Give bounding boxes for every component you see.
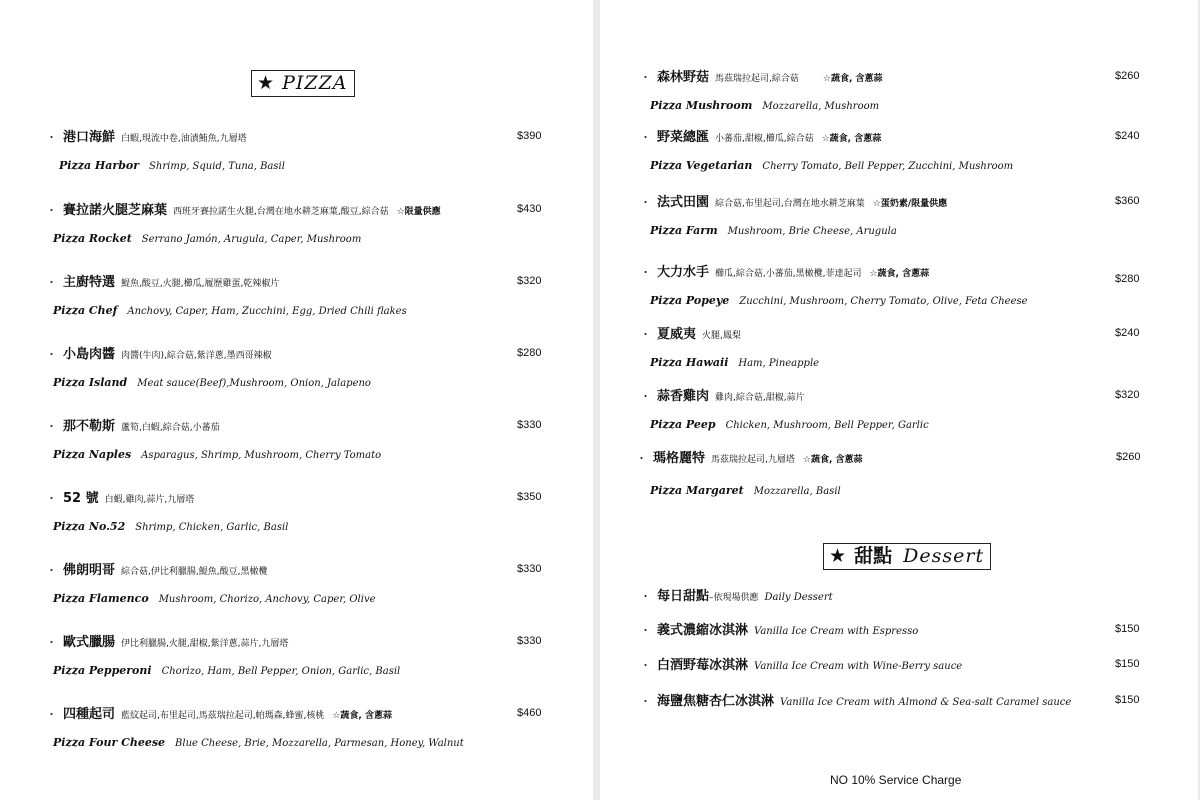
item-zh-name: 港口海鮮 [63,130,116,145]
item-price: $360 [1115,195,1140,207]
item-zh-name: 52 號 [63,491,99,506]
item-price: $240 [1115,130,1140,142]
item-zh-desc: 藍紋起司,布里起司,馬茲瑞拉起司,帕瑪森,蜂蜜,核桃 [121,711,325,721]
item-en-name: Pizza No.52 [53,520,126,533]
item-zh-name: 白酒野莓冰淇淋 [657,658,749,673]
menu-item [600,449,1198,509]
item-en-desc: Shrimp, Chicken, Garlic, Basil [135,522,289,533]
dessert-item [600,587,1198,607]
item-en-name: Pizza Hawaii [650,356,729,369]
item-zh-desc: 雞肉,綜合菇,甜椒,蒜片 [715,393,805,403]
item-zh-desc: –依現場供應 [709,593,759,603]
item-zh-name: 賽拉諾火腿芝麻葉 [63,203,168,218]
item-en-name: Pizza Mushroom [650,99,753,112]
item-note: ☆蔬食, 含蔥蒜 [332,711,392,721]
dessert-heading [823,543,991,570]
item-en-desc: Mozzarella, Mushroom [762,101,880,112]
menu-page-right [600,0,1198,800]
dessert-item [600,692,1198,712]
item-price: $390 [517,130,542,142]
item-en-name: Pizza Farm [650,224,718,237]
menu-item [0,417,593,477]
bullet: ・ [46,131,57,144]
item-en-desc: Vanilla Ice Cream with Wine-Berry sauce [754,661,963,672]
menu-item [600,387,1198,447]
item-en-desc: Blue Cheese, Brie, Mozzarella, Parmesan, Honey, Walnut [175,738,464,749]
item-price: $260 [1116,451,1141,463]
item-en-name: Pizza Four Cheese [53,736,166,749]
item-price: $150 [1115,623,1140,635]
menu-item [600,193,1198,253]
bullet: ・ [46,492,57,505]
item-en-name: Pizza Peep [650,418,716,431]
item-en-name: Pizza Rocket [53,232,132,245]
dessert-item [600,656,1198,676]
bullet: ・ [640,328,651,341]
item-en-name: Pizza Chef [53,304,118,317]
menu-item [0,128,593,188]
item-zh-name: 夏威夷 [657,327,697,342]
item-en-desc: Chorizo, Ham, Bell Pepper, Onion, Garlic, Basil [161,666,401,677]
item-zh-desc: 蘆筍,白蝦,綜合菇,小蕃茄 [121,423,220,433]
item-price: $260 [1115,70,1140,82]
item-zh-desc: 白蝦,雞肉,蒜片,九層塔 [104,495,195,505]
item-zh-name: 歐式臘腸 [63,635,116,650]
item-zh-desc: 白蝦,現流中卷,油漬鮪魚,九層塔 [121,134,247,144]
item-en-desc: Vanilla Ice Cream with Almond & Sea-salt Caramel sauce [780,697,1072,708]
item-price: $330 [517,635,542,647]
menu-item [0,633,593,693]
item-zh-desc: 綜合菇,布里起司,台灣在地水耕芝麻葉 [715,199,865,209]
bullet: ・ [640,590,651,603]
item-en-desc: Anchovy, Caper, Ham, Zucchini, Egg, Dried Chili flakes [127,306,407,317]
item-price: $150 [1115,694,1140,706]
menu-item [600,325,1198,385]
bullet: ・ [46,276,57,289]
item-en-desc: Mushroom, Brie Cheese, Arugula [727,226,897,237]
item-zh-desc: 小蕃茄,甜椒,櫛瓜,綜合菇 [715,134,814,144]
item-zh-desc: 火腿,鳳梨 [702,331,741,341]
menu-item [0,489,593,549]
menu-item [0,273,593,333]
item-en-name: Pizza Vegetarian [650,159,753,172]
item-en-name: Pizza Harbor [59,159,140,172]
item-zh-desc: 肉醬(牛肉),綜合菇,紫洋蔥,墨西哥辣椒 [121,351,272,361]
item-zh-desc: 伊比利臘腸,火腿,甜椒,紫洋蔥,蒜片,九層塔 [121,639,289,649]
item-zh-name: 那不勒斯 [63,419,116,434]
bullet: ・ [640,196,651,209]
item-zh-desc: 鯷魚,酸豆,火腿,櫛瓜,履歷雞蛋,乾辣椒片 [121,279,280,289]
item-en-desc: Zucchini, Mushroom, Cherry Tomato, Olive, Feta Cheese [739,296,1028,307]
item-zh-name: 佛朗明哥 [63,563,116,578]
bullet: ・ [640,131,651,144]
bullet: ・ [46,204,57,217]
service-charge-note: NO 10% Service Charge [830,773,962,787]
item-zh-name: 主廚特選 [63,275,116,290]
item-note: ☆蔬食, 含蔥蒜 [869,269,930,279]
item-zh-name: 野菜總匯 [657,130,710,145]
item-note: ☆蔬食, 含蔥蒜 [822,74,883,84]
item-en-desc: Chicken, Mushroom, Bell Pepper, Garlic [725,420,929,431]
star-icon: ★ [257,72,276,94]
item-zh-name: 瑪格麗特 [653,451,706,466]
bullet: ・ [46,348,57,361]
item-en-desc: Serrano Jamón, Arugula, Caper, Mushroom [141,234,362,245]
item-en-desc: Shrimp, Squid, Tuna, Basil [149,161,285,172]
item-price: $460 [517,707,542,719]
pizza-heading-title: PIZZA [282,72,348,94]
menu-item [600,263,1198,323]
item-zh-desc: 馬茲瑞拉起司,綜合菇 [715,74,799,84]
item-en-name: Pizza Naples [53,448,132,461]
item-note: ☆限量供應 [396,207,441,217]
item-note: ☆蔬食, 含蔥蒜 [802,455,863,465]
item-price: $330 [517,419,542,431]
item-price: $320 [1115,389,1140,401]
item-price: $280 [1115,273,1140,285]
item-en-name: Pizza Popeye [650,294,730,307]
bullet: ・ [640,390,651,403]
item-zh-name: 法式田園 [657,195,710,210]
item-note: ☆蔬食, 含蔥蒜 [821,134,882,144]
item-price: $320 [517,275,542,287]
bullet: ・ [636,452,647,465]
item-en-name: Pizza Margaret [650,484,744,497]
item-en-desc: Vanilla Ice Cream with Espresso [754,626,919,637]
bullet: ・ [640,266,651,279]
item-price: $350 [517,491,542,503]
menu-item [600,68,1198,128]
item-zh-name: 森林野菇 [657,70,710,85]
item-en-desc: Mushroom, Chorizo, Anchovy, Caper, Olive [158,594,376,605]
item-zh-desc: 馬茲瑞拉起司,九層塔 [711,455,795,465]
bullet: ・ [46,636,57,649]
bullet: ・ [46,708,57,721]
item-zh-desc: 綜合菇,伊比利臘腸,鯷魚,酸豆,黑橄欖 [121,567,268,577]
item-en-desc: Mozzarella, Basil [753,486,841,497]
bullet: ・ [640,624,651,637]
item-zh-name: 大力水手 [657,265,710,280]
item-note: ☆蛋奶素/限量供應 [872,199,948,209]
item-zh-name: 每日甜點 [657,589,710,604]
item-en-desc: Asparagus, Shrimp, Mushroom, Cherry Tomato [141,450,382,461]
star-icon: ★ [829,545,848,567]
menu-page-left [0,0,593,800]
item-price: $240 [1115,327,1140,339]
bullet: ・ [46,564,57,577]
bullet: ・ [640,71,651,84]
pizza-heading [251,70,355,97]
bullet: ・ [640,659,651,672]
dessert-item [600,621,1198,641]
item-zh-name: 小島肉醬 [63,347,116,362]
item-zh-desc: 西班牙賽拉諾生火腿,台灣在地水耕芝麻葉,酸豆,綜合菇 [173,207,389,217]
item-en-name: Pizza Island [53,376,128,389]
item-price: $430 [517,203,542,215]
bullet: ・ [640,695,651,708]
menu-item [0,561,593,621]
item-price: $150 [1115,658,1140,670]
bullet: ・ [46,420,57,433]
dessert-heading-zh: 甜點 [854,545,893,567]
item-zh-name: 義式濃縮冰淇淋 [657,623,749,638]
item-zh-name: 四種起司 [63,707,116,722]
item-en-name: Pizza Pepperoni [53,664,152,677]
dessert-heading-title: Dessert [903,545,985,567]
item-price: $330 [517,563,542,575]
item-en-desc: Meat sauce(Beef),Mushroom, Onion, Jalapeno [137,378,371,389]
item-en-name: Pizza Flamenco [53,592,149,605]
menu-item [0,345,593,405]
item-zh-name: 海鹽焦糖杏仁冰淇淋 [657,694,775,709]
menu-item [600,128,1198,188]
item-en-desc: Daily Dessert [764,592,833,603]
menu-item [0,201,593,261]
item-zh-desc: 櫛瓜,綜合菇,小蕃茄,黑橄欖,菲達起司 [715,269,862,279]
item-en-desc: Ham, Pineapple [738,358,820,369]
menu-item [0,705,593,765]
item-en-desc: Cherry Tomato, Bell Pepper, Zucchini, Mushroom [762,161,1014,172]
item-zh-name: 蒜香雞肉 [657,389,710,404]
item-price: $280 [517,347,542,359]
